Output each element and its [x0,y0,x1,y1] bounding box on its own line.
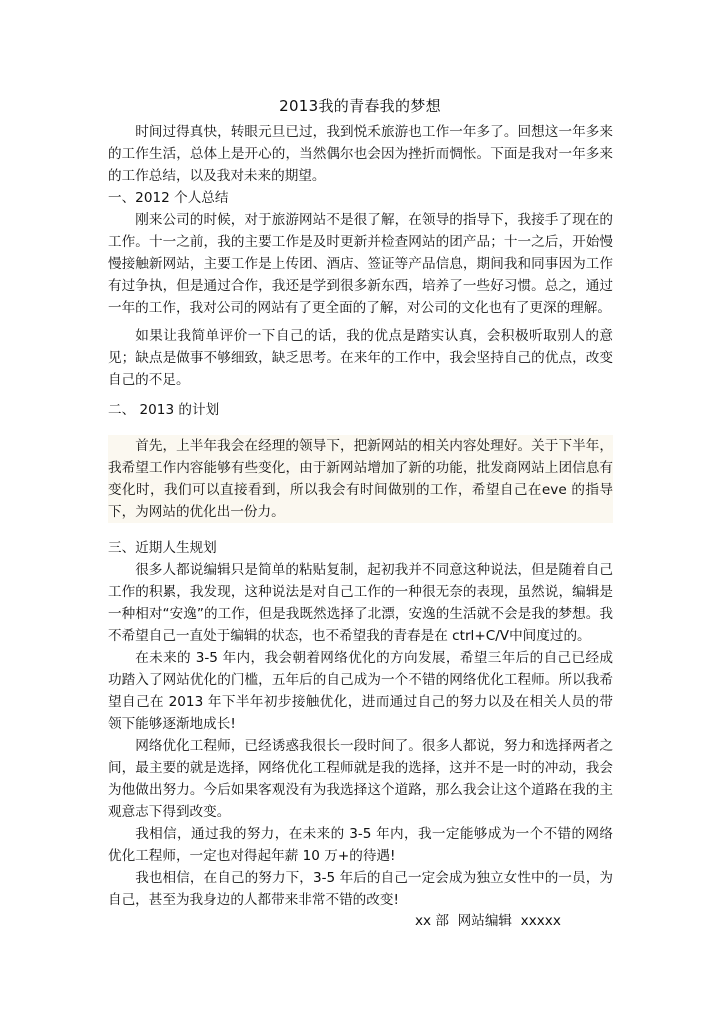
section-3-paragraph-1: 很多人都说编辑只是简单的粘贴复制，起初我并不同意这种说法，但是随着自己工作的积累，我发现，这种说法是对自己工作的一种很无奈的表现，虽然说，编辑是一种相对“安逸”的工作，但是我既然选择了北漂，安逸的生活就不会是我的梦想。我不希望自己一直处于编辑的状态，也不希望我的青春是在 ctrl+C/V中间度过的。 [108,562,613,644]
section-3-paragraph-2: 在未来的 3-5 年内，我会朝着网络优化的方向发展，希望三年后的自己已经成功踏入了网站优化的门槛，五年后的自己成为一个不错的网络优化工程师。所以我希望自己在 2013 年下半年初步接触优化，进而通过自己的努力以及在相关人员的带领下能够逐渐地成长! [108,650,613,732]
section-3-heading: 三、近期人生规划 [108,540,217,556]
document-body [108,121,613,911]
section-1-heading: 一、2012 个人总结 [108,190,229,206]
section-3-paragraph-5: 我也相信，在自己的努力下，3-5 年后的自己一定会成为独立女性中的一员，为自己，甚至为我身边的人都带来非常不错的改变! [108,870,613,908]
section-2-paragraph-1: 首先，上半年我会在经理的领导下，把新网站的相关内容处理好。关于下半年，我希望工作内容能够有些变化，由于新网站增加了新的功能，批发商网站上团信息有变化时，我们可以直接看到，所以我会有时间做别的工作，希望自己在eve 的指导下，为网站的优化出一份力。 [108,435,613,523]
section-1-paragraph-1: 刚来公司的时候，对于旅游网站不是很了解，在领导的指导下，我接手了现在的工作。十一之前，我的主要工作是及时更新并检查网站的团产品；十一之后，开始慢慢接触新网站，主要工作是上传团、酒店、签证等产品信息，期间我和同事因为工作有过争执，但是通过合作，我还是学到很多新东西，培养了一些好习惯。总之，通过一年的工作，我对公司的网站有了更全面的了解，对公司的文化也有了更深的理解。 [108,212,613,316]
document-title: 2013我的青春我的梦想 [279,97,441,115]
intro-paragraph: 时间过得真快，转眼元旦已过，我到悦禾旅游也工作一年多了。回想这一年多来的工作生活，总体上是开心的，当然偶尔也会因为挫折而惆怅。下面是我对一年多来的工作总结，以及我对未来的期望。 [108,124,613,184]
section-3-paragraph-4: 我相信，通过我的努力，在未来的 3-5 年内，我一定能够成为一个不错的网络优化工程师，一定也对得起年薪 10 万+的待遇! [108,826,613,864]
section-3-paragraph-3: 网络优化工程师，已经诱惑我很长一段时间了。很多人都说，努力和选择两者之间，最主要的就是选择，网络优化工程师就是我的选择，这并不是一时的冲动，我会为他做出努力。今后如果客观没有为我选择这个道路，那么我会让这个道路在我的主观意志下得到改变。 [108,738,613,820]
section-1-paragraph-2: 如果让我简单评价一下自己的话，我的优点是踏实认真，会积极听取别人的意见；缺点是做事不够细致，缺乏思考。在来年的工作中，我会坚持自己的优点，改变自己的不足。 [108,328,613,388]
section-2-heading: 二、 2013 的计划 [108,402,220,418]
signature: xx 部 网站编辑 xxxxx [415,913,561,929]
